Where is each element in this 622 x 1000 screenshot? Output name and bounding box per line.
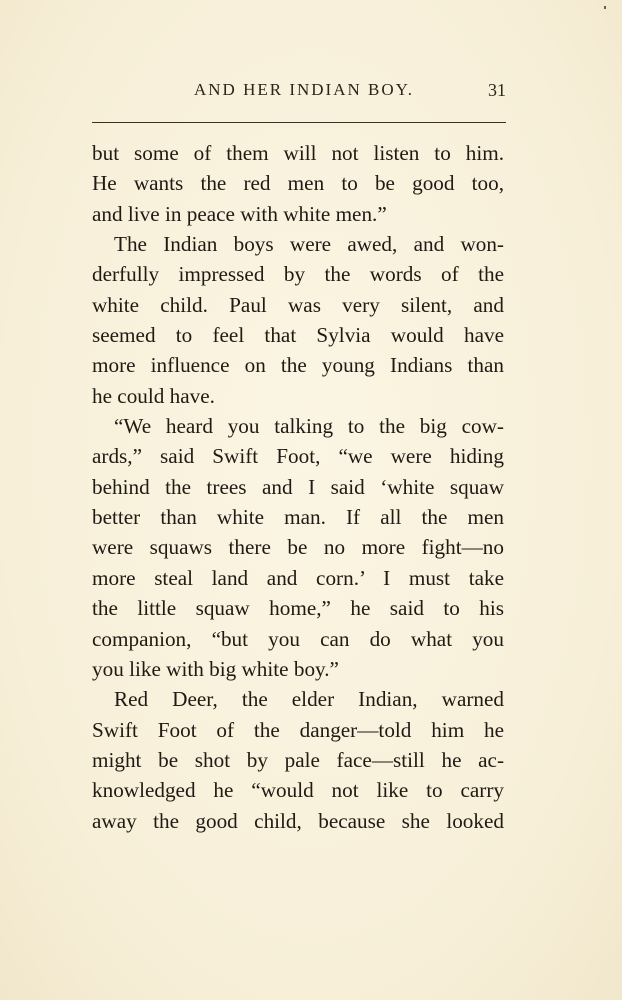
text-line: Red Deer, the elder Indian, warned xyxy=(114,687,504,712)
text-line: but some of them will not listen to him. xyxy=(92,141,504,165)
text-line: more steal land and corn.’ I must take xyxy=(92,565,504,590)
text-line: away the good child, because she looked xyxy=(92,808,504,833)
text-line: were squaws there be no more fight—no xyxy=(92,535,504,560)
scan-speck xyxy=(604,6,606,9)
text-line: derfully impressed by the words of the xyxy=(92,262,504,287)
header-rule xyxy=(92,122,506,123)
text-line: The Indian boys were awed, and won- xyxy=(114,232,504,257)
text-line: ards,” said Swift Foot, “we were hiding xyxy=(92,444,504,469)
text-line: might be shot by pale face—still he ac- xyxy=(92,747,504,772)
text-line: seemed to feel that Sylvia would have xyxy=(92,323,504,348)
text-line: companion, “but you can do what you xyxy=(92,626,504,651)
text-line: the little squaw home,” he said to his xyxy=(92,596,504,621)
text-line: white child. Paul was very silent, and xyxy=(92,292,504,317)
running-title: AND HER INDIAN BOY. xyxy=(194,80,414,99)
text-line: Swift Foot of the danger—told him he xyxy=(92,717,504,742)
text-line: and live in peace with white men.” xyxy=(92,201,387,226)
page-number: 31 xyxy=(488,80,506,100)
body-text xyxy=(92,138,504,836)
text-line: he could have. xyxy=(92,383,215,408)
text-line: more influence on the young Indians than xyxy=(92,353,504,378)
text-line: knowledged he “would not like to carry xyxy=(92,778,504,803)
page-header xyxy=(92,80,506,106)
text-line: better than white man. If all the men xyxy=(92,505,504,530)
text-line: He wants the red men to be good too, xyxy=(92,171,504,196)
text-line: you like with big white boy.” xyxy=(92,656,339,681)
text-line: “We heard you talking to the big cow- xyxy=(114,414,504,439)
text-line: behind the trees and I said ‘white squaw xyxy=(92,474,504,499)
